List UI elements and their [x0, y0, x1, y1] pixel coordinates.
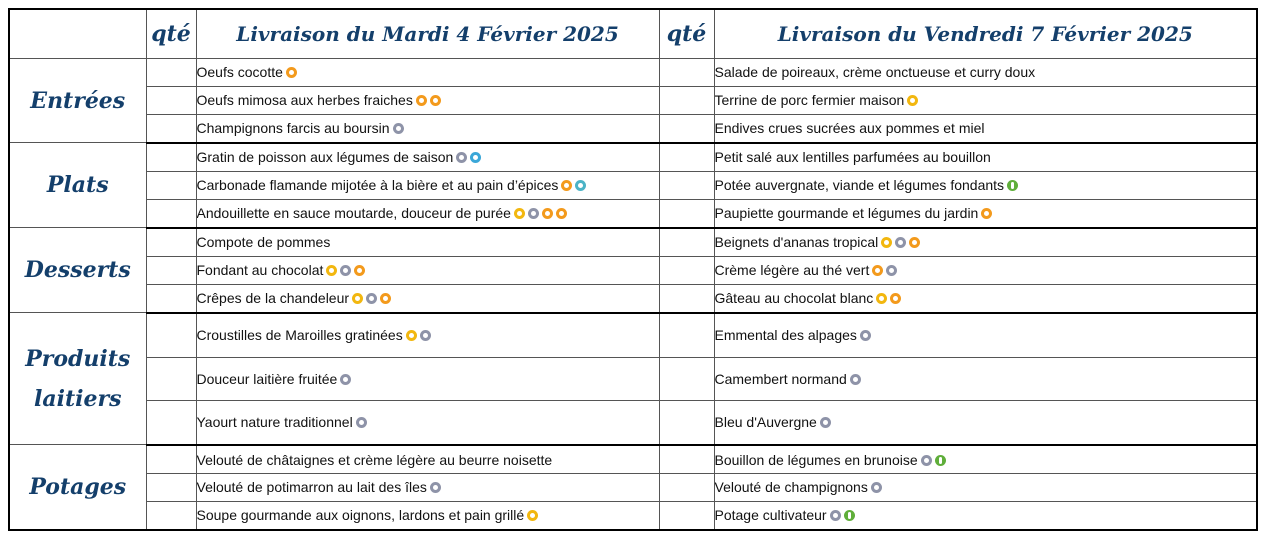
dish-day1	[196, 199, 659, 228]
dish-day1	[196, 171, 659, 199]
category-label-line: Entrées	[30, 87, 126, 114]
allergen-orange-icon	[561, 180, 572, 191]
category-label	[9, 59, 146, 143]
allergen-yellow-icon	[514, 208, 525, 219]
allergen-grey-icon	[528, 208, 539, 219]
menu-row	[9, 501, 1257, 530]
dish-name: Potée auvergnate, viande et légumes fondants	[714, 177, 1005, 194]
allergen-yellow-icon	[876, 293, 887, 304]
allergen-blue-icon	[470, 152, 481, 163]
qty-day1-cell[interactable]	[146, 199, 196, 228]
qty-day2-cell[interactable]	[659, 114, 714, 143]
qty-day2-cell[interactable]	[659, 313, 714, 358]
menu-row	[9, 228, 1257, 257]
dish-day2	[714, 171, 1257, 199]
menu-row	[9, 143, 1257, 172]
dish-day2	[714, 445, 1257, 474]
dish-day2	[714, 284, 1257, 313]
allergen-grey-icon	[860, 330, 871, 341]
allergen-orange-icon	[556, 208, 567, 219]
category-label-line: laitiers	[34, 385, 122, 412]
dish-name: Gâteau au chocolat blanc	[714, 290, 874, 307]
category-label	[9, 445, 146, 530]
allergen-grey-icon	[340, 374, 351, 385]
header-day2: Livraison du Vendredi 7 Février 2025	[714, 9, 1257, 59]
dish-name: Carbonade flamande mijotée à la bière et au pain d’épices	[196, 177, 559, 194]
dish-day1	[196, 114, 659, 143]
qty-day1-cell[interactable]	[146, 501, 196, 530]
dish-name: Beignets d'ananas tropical	[714, 234, 879, 251]
qty-day2-cell[interactable]	[659, 86, 714, 114]
dish-name: Paupiette gourmande et légumes du jardin	[714, 205, 979, 222]
allergen-green-icon	[844, 510, 855, 521]
qty-day2-cell[interactable]	[659, 474, 714, 502]
dish-day1	[196, 86, 659, 114]
qty-day2-cell[interactable]	[659, 228, 714, 257]
qty-day1-cell[interactable]	[146, 114, 196, 143]
dish-name: Endives crues sucrées aux pommes et miel	[714, 120, 985, 137]
category-label-line: Potages	[29, 474, 127, 501]
menu-table	[8, 8, 1258, 531]
allergen-yellow-icon	[907, 95, 918, 106]
allergen-orange-icon	[890, 293, 901, 304]
allergen-grey-icon	[340, 265, 351, 276]
dish-name: Oeufs cocotte	[196, 64, 283, 81]
dish-day2	[714, 357, 1257, 400]
menu-row	[9, 256, 1257, 284]
qty-day2-cell[interactable]	[659, 445, 714, 474]
dish-day1	[196, 501, 659, 530]
qty-day2-cell[interactable]	[659, 171, 714, 199]
dish-name: Crème légère au thé vert	[714, 262, 870, 279]
category-label-line: Desserts	[24, 257, 131, 284]
dish-day2	[714, 143, 1257, 172]
dish-name: Velouté de champignons	[714, 479, 868, 496]
dish-day1	[196, 59, 659, 87]
dish-name: Potage cultivateur	[714, 507, 827, 524]
allergen-orange-icon	[872, 265, 883, 276]
qty-day1-cell[interactable]	[146, 474, 196, 502]
allergen-yellow-icon	[881, 237, 892, 248]
menu-row	[9, 59, 1257, 87]
header-qty-day2: qté	[659, 9, 714, 59]
qty-day2-cell[interactable]	[659, 256, 714, 284]
qty-day1-cell[interactable]	[146, 143, 196, 172]
qty-day2-cell[interactable]	[659, 501, 714, 530]
category-label	[9, 313, 146, 445]
qty-day1-cell[interactable]	[146, 445, 196, 474]
qty-day1-cell[interactable]	[146, 171, 196, 199]
category-label-line: Plats	[46, 172, 109, 199]
menu-row	[9, 474, 1257, 502]
menu-row	[9, 400, 1257, 445]
allergen-orange-icon	[416, 95, 427, 106]
dish-name: Terrine de porc fermier maison	[714, 92, 905, 109]
allergen-teal-icon	[575, 180, 586, 191]
allergen-grey-icon	[366, 293, 377, 304]
dish-name: Champignons farcis au boursin	[196, 120, 390, 137]
dish-day1	[196, 228, 659, 257]
dish-day2	[714, 86, 1257, 114]
allergen-grey-icon	[820, 417, 831, 428]
menu-row	[9, 171, 1257, 199]
allergen-orange-icon	[380, 293, 391, 304]
allergen-grey-icon	[393, 123, 404, 134]
allergen-grey-icon	[850, 374, 861, 385]
allergen-grey-icon	[420, 330, 431, 341]
allergen-grey-icon	[356, 417, 367, 428]
allergen-grey-icon	[921, 455, 932, 466]
dish-day1	[196, 474, 659, 502]
category-label	[9, 228, 146, 313]
header-corner	[9, 9, 146, 59]
dish-day2	[714, 400, 1257, 445]
dish-name: Yaourt nature traditionnel	[196, 414, 353, 431]
dish-day2	[714, 114, 1257, 143]
allergen-yellow-icon	[352, 293, 363, 304]
dish-name: Crêpes de la chandeleur	[196, 290, 350, 307]
dish-name: Fondant au chocolat	[196, 262, 324, 279]
allergen-yellow-icon	[326, 265, 337, 276]
allergen-orange-icon	[286, 67, 297, 78]
dish-day1	[196, 256, 659, 284]
qty-day1-cell[interactable]	[146, 256, 196, 284]
dish-day2	[714, 228, 1257, 257]
category-label-line: Produits	[25, 345, 131, 372]
allergen-yellow-icon	[406, 330, 417, 341]
dish-name: Salade de poireaux, crème onctueuse et curry doux	[714, 64, 1036, 81]
allergen-orange-icon	[430, 95, 441, 106]
category-label	[9, 143, 146, 228]
dish-day2	[714, 59, 1257, 87]
dish-day2	[714, 199, 1257, 228]
dish-name: Oeufs mimosa aux herbes fraiches	[196, 92, 413, 109]
dish-name: Velouté de châtaignes et crème légère au beurre noisette	[196, 451, 553, 468]
dish-day1	[196, 143, 659, 172]
dish-day1	[196, 400, 659, 445]
allergen-green-icon	[935, 455, 946, 466]
dish-day2	[714, 501, 1257, 530]
dish-name: Emmental des alpages	[714, 327, 857, 344]
menu-body	[9, 59, 1257, 531]
dish-day1	[196, 313, 659, 358]
allergen-orange-icon	[542, 208, 553, 219]
allergen-grey-icon	[830, 510, 841, 521]
qty-day2-cell[interactable]	[659, 284, 714, 313]
dish-name: Compote de pommes	[196, 234, 331, 251]
allergen-orange-icon	[354, 265, 365, 276]
allergen-grey-icon	[871, 482, 882, 493]
dish-day1	[196, 284, 659, 313]
menu-row	[9, 445, 1257, 474]
header-day1: Livraison du Mardi 4 Février 2025	[196, 9, 659, 59]
allergen-green-icon	[1007, 180, 1018, 191]
menu-row	[9, 199, 1257, 228]
dish-name: Croustilles de Maroilles gratinées	[196, 327, 403, 344]
dish-day2	[714, 313, 1257, 358]
allergen-orange-icon	[981, 208, 992, 219]
qty-day1-cell[interactable]	[146, 400, 196, 445]
qty-day2-cell[interactable]	[659, 59, 714, 87]
allergen-grey-icon	[895, 237, 906, 248]
qty-day1-cell[interactable]	[146, 59, 196, 87]
dish-name: Andouillette en sauce moutarde, douceur de purée	[196, 205, 511, 222]
qty-day1-cell[interactable]	[146, 228, 196, 257]
qty-day1-cell[interactable]	[146, 284, 196, 313]
qty-day2-cell[interactable]	[659, 400, 714, 445]
dish-name: Bouillon de légumes en brunoise	[714, 451, 918, 468]
dish-name: Douceur laitière fruitée	[196, 370, 338, 387]
allergen-grey-icon	[886, 265, 897, 276]
allergen-grey-icon	[456, 152, 467, 163]
dish-name: Gratin de poisson aux légumes de saison	[196, 149, 454, 166]
qty-day1-cell[interactable]	[146, 86, 196, 114]
dish-day1	[196, 357, 659, 400]
dish-day1	[196, 445, 659, 474]
qty-day2-cell[interactable]	[659, 143, 714, 172]
allergen-grey-icon	[430, 482, 441, 493]
menu-row	[9, 284, 1257, 313]
dish-name: Velouté de potimarron au lait des îles	[196, 479, 427, 496]
allergen-orange-icon	[909, 237, 920, 248]
dish-name: Petit salé aux lentilles parfumées au bouillon	[714, 149, 991, 166]
dish-name: Soupe gourmande aux oignons, lardons et pain grillé	[196, 507, 525, 524]
menu-row	[9, 313, 1257, 358]
menu-row	[9, 86, 1257, 114]
menu-row	[9, 357, 1257, 400]
qty-day2-cell[interactable]	[659, 199, 714, 228]
dish-name: Bleu d'Auvergne	[714, 414, 817, 431]
dish-day2	[714, 256, 1257, 284]
dish-name: Camembert normand	[714, 370, 847, 387]
allergen-yellow-icon	[527, 510, 538, 521]
qty-day1-cell[interactable]	[146, 313, 196, 358]
header-row	[9, 9, 1257, 59]
header-qty-day1: qté	[146, 9, 196, 59]
dish-day2	[714, 474, 1257, 502]
qty-day2-cell[interactable]	[659, 357, 714, 400]
qty-day1-cell[interactable]	[146, 357, 196, 400]
menu-row	[9, 114, 1257, 143]
